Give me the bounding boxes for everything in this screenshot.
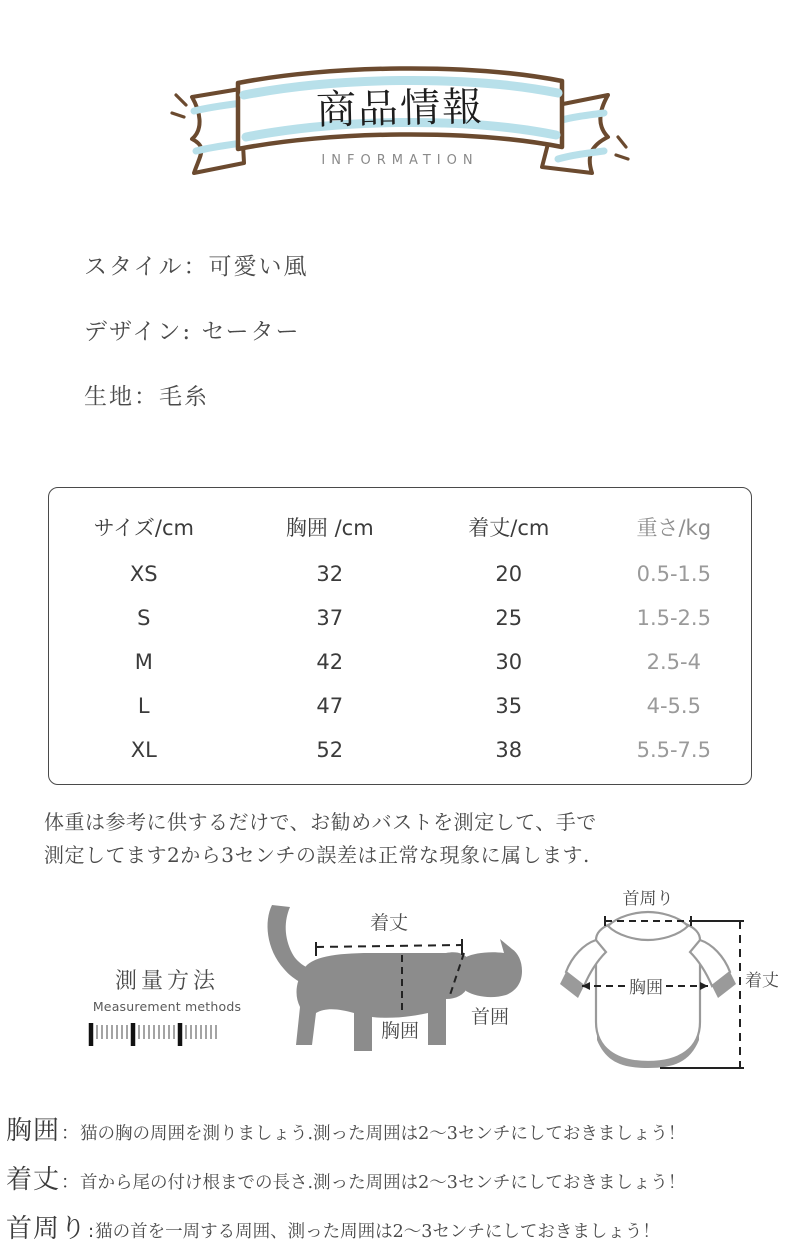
explanation-key: 着丈 (6, 1165, 61, 1195)
measurement-explanations (6, 1110, 800, 1257)
cell-weight: 0.5-1.5 (636, 562, 711, 586)
cell-chest: 52 (316, 738, 344, 762)
banner-subtitle: INFORMATION (321, 153, 479, 168)
explanation-chest (6, 1110, 800, 1147)
measurement-title-jp: 測量方法 (114, 969, 219, 994)
explanation-value: 猫の胸の周囲を測りましょう.測った周囲は2〜3センチにしておきましょう！ (80, 1124, 686, 1144)
spec-style: スタイル：可愛い風 (84, 254, 309, 280)
spec-material: 生地：毛糸 (84, 384, 209, 410)
sweater-neck-label: 首周り (622, 890, 674, 909)
cell-weight: 5.5-7.5 (636, 738, 711, 762)
disclaimer-line-2: 測定してます2から3センチの誤差は正常な現象に属します. (44, 843, 590, 867)
sweater-measurement-diagram (548, 890, 778, 1094)
ruler-icon (86, 1021, 236, 1051)
cell-size: XS (129, 562, 158, 586)
explanation-key: 首周り (6, 1214, 88, 1244)
header-weight: 重さ/kg (636, 516, 712, 540)
measurement-section (0, 890, 800, 1095)
banner-title: 商品情報 (315, 84, 485, 134)
cat-neck-label: 首囲 (470, 1006, 510, 1028)
cell-back-length: 25 (495, 606, 523, 630)
measurement-methods-label (82, 964, 252, 1014)
sweater-chest-label: 胸囲 (629, 978, 663, 998)
product-specs (84, 248, 684, 443)
cat-measurement-diagram (250, 895, 530, 1084)
table-row (49, 728, 751, 772)
cell-weight: 4-5.5 (646, 694, 701, 718)
information-banner (170, 55, 630, 195)
explanation-neck (6, 1208, 800, 1245)
cell-size: M (134, 650, 153, 674)
table-row (49, 596, 751, 640)
table-row (49, 552, 751, 596)
table-row (49, 684, 751, 728)
explanation-value: 猫の首を一周する周囲、測った周囲は2〜3センチにしておきましょう！ (95, 1222, 660, 1242)
cell-chest: 47 (316, 694, 344, 718)
explanation-key: 胸囲 (6, 1116, 61, 1146)
header-size: サイズ/cm (93, 516, 194, 540)
cell-weight: 1.5-2.5 (636, 606, 711, 630)
sweater-back-length-label: 着丈 (745, 971, 778, 991)
table-row (49, 640, 751, 684)
explanation-separator: ： (61, 1123, 80, 1144)
explanation-separator: : (88, 1221, 95, 1242)
cell-chest: 42 (316, 650, 344, 674)
explanation-value: 首から尾の付け根までの長さ.測った周囲は2〜3センチにしておきましょう！ (80, 1173, 686, 1193)
cell-back-length: 35 (495, 694, 523, 718)
cell-size: XL (130, 738, 157, 762)
cell-back-length: 20 (495, 562, 523, 586)
disclaimer-line-1: 体重は参考に供するだけで、お勧めバストを測定して、手で (44, 810, 597, 834)
cell-back-length: 38 (495, 738, 523, 762)
cell-size: L (137, 694, 150, 718)
table-header-row (49, 498, 751, 552)
measurement-disclaimer (44, 806, 760, 872)
cat-chest-label: 胸囲 (380, 1020, 420, 1042)
cell-chest: 37 (316, 606, 344, 630)
cell-chest: 32 (316, 562, 344, 586)
header-back-length: 着丈/cm (468, 516, 550, 540)
spec-design: デザイン: セーター (84, 319, 301, 345)
cat-silhouette-icon (250, 895, 530, 1080)
explanation-back-length (6, 1159, 800, 1196)
cat-back-length-label: 着丈 (369, 912, 409, 934)
size-chart-table (48, 487, 752, 785)
cell-weight: 2.5-4 (646, 650, 701, 674)
sweater-outline-icon (548, 890, 778, 1090)
cell-size: S (137, 606, 151, 630)
header-chest: 胸囲 /cm (285, 516, 374, 540)
cell-back-length: 30 (495, 650, 523, 674)
measurement-title-en: Measurement methods (92, 999, 242, 1014)
explanation-separator: ： (61, 1172, 80, 1193)
